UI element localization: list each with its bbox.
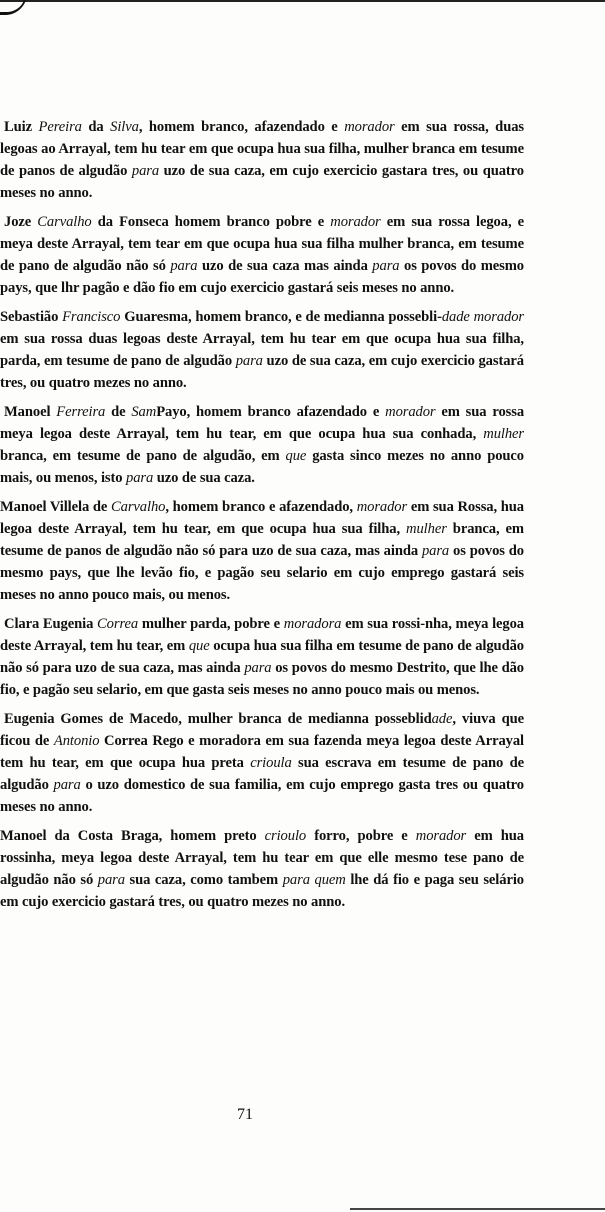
entry-text: , homem branco e afazendado,: [165, 499, 357, 515]
document-entry: [0, 116, 524, 204]
entry-text: lhe dá fio e paga seu selário em cujo exercicio gastará tres, ou quatro mezes no anno.: [0, 872, 524, 910]
entry-italic-text: mulher: [406, 521, 447, 537]
entry-text: Manoel Villela de: [0, 499, 112, 515]
entry-text: gasta sinco mezes no anno pouco mais, ou menos, isto: [0, 448, 524, 486]
entry-italic-text: ade: [431, 711, 453, 727]
document-entry: [0, 825, 524, 913]
entry-italic-text: morador: [344, 119, 395, 135]
document-entry: [0, 708, 524, 818]
entry-text: Clara Eugenia: [4, 616, 98, 632]
entry-text: branca, em tesume de panos de algudão não só para uzo de sua caza, mas ainda: [0, 521, 524, 559]
entry-text: Luiz: [4, 119, 39, 135]
entry-italic-text: para: [53, 777, 81, 793]
entry-italic-text: morador: [330, 214, 381, 230]
entry-italic-text: mulher: [483, 426, 524, 442]
entry-text: forro, pobre e: [306, 828, 416, 844]
entry-text: Payo, homem branco afazendado e: [156, 404, 386, 420]
entry-text: em sua rossa meya legoa deste Arrayal, tem hu tear, em que ocupa hua sua conhada,: [0, 404, 525, 442]
entry-italic-text: Ferreira: [56, 404, 106, 420]
entry-italic-text: moradora: [283, 616, 342, 632]
entry-italic-text: Correa: [97, 616, 139, 632]
entry-italic-text: para: [235, 353, 263, 369]
entry-italic-text: Sam: [131, 404, 157, 420]
entry-italic-text: para: [97, 872, 125, 888]
entry-text: Sebastião: [0, 309, 63, 325]
entry-italic-text: morador: [415, 828, 467, 844]
entry-text: Guaresma, homem branco, e de medianna possebli-: [120, 309, 442, 325]
entry-italic-text: para: [244, 660, 272, 676]
entry-italic-text: para: [372, 258, 400, 274]
entry-text: em sua Rossa, hua legoa deste Arrayal, tem hu tear, em que ocupa hua sua filha,: [0, 499, 524, 537]
entry-italic-text: Silva: [110, 119, 139, 135]
entry-text: branca, em tesume de pano de algudão, em: [0, 448, 286, 464]
entry-italic-text: Pereira: [38, 119, 82, 135]
document-entry: [0, 613, 524, 701]
entry-text: uzo de sua caza, em cujo exercicio gastara tres, ou quatro meses no anno.: [0, 163, 524, 201]
entry-text: sua escrava em tesume de pano de algudão: [0, 755, 524, 793]
document-entry: [0, 211, 524, 299]
entry-text: , viuva que ficou de: [0, 711, 524, 749]
entry-text: Joze: [4, 214, 38, 230]
entry-italic-text: morador: [473, 309, 524, 325]
entry-text: uzo de sua caza, em cujo exercicio gastará tres, ou quatro mezes no anno.: [0, 353, 524, 391]
page-number: 71: [237, 1106, 253, 1123]
entry-italic-text: Carvalho: [37, 214, 92, 230]
entry-italic-text: para: [126, 470, 154, 486]
entry-italic-text: Carvalho: [111, 499, 166, 515]
entry-text: da Fonseca homem branco pobre e: [91, 214, 331, 230]
entry-text: os povos do mesmo Destrito, que lhe dão fio, e pagão seu selario, em que gasta seis meses no anno pouco mais ou menos.: [0, 660, 524, 698]
top-edge-rule: [0, 0, 605, 4]
entry-text: em sua rossa, duas legoas ao Arrayal, tem hu tear em que ocupa hua sua filha, mulher branca em tesume de panos de algudão: [0, 119, 524, 179]
entry-text: em sua rossa duas legoas deste Arrayal, tem hu tear em que ocupa hua sua filha, parda, em tesume de pano de algudão: [0, 331, 524, 369]
entry-italic-text: dade: [441, 309, 470, 325]
entry-italic-text: para: [421, 543, 450, 559]
entry-text: em hua rossinha, meya legoa deste Arrayal, tem hu tear em que elle mesmo tese pano de algudão não só: [0, 828, 524, 888]
document-body: [0, 116, 524, 920]
entry-italic-text: quem: [314, 872, 346, 888]
entry-text: , homem branco, afazendado e: [138, 119, 345, 135]
entry-italic-text: crioulo: [264, 828, 307, 844]
entry-text: uzo de sua caza.: [153, 470, 255, 486]
entry-italic-text: morador: [356, 499, 408, 515]
entry-text: sua caza, como tambem: [124, 872, 283, 888]
entry-italic-text: crioula: [250, 755, 292, 771]
entry-text: os povos do mesmo pays, que lhe levão fio, e pagão seu selario em cujo emprego gastará seis meses no anno pouco mais, ou menos.: [0, 543, 524, 603]
entry-text: Manoel da Costa Braga, homem preto: [0, 828, 265, 844]
entry-text: uzo de sua caza mas ainda: [197, 258, 373, 274]
document-entry: [0, 306, 524, 394]
document-entry: [0, 401, 524, 489]
entry-italic-text: para: [131, 163, 160, 179]
entry-text: da: [81, 119, 111, 135]
entry-italic-text: que: [188, 638, 210, 654]
entry-text: o uzo domestico de sua familia, em cujo emprego gasta tres ou quatro meses no anno.: [0, 777, 524, 815]
entry-italic-text: Francisco: [62, 309, 121, 325]
entry-text: de: [105, 404, 132, 420]
entry-text: ocupa hua sua filha em tesume de pano de algudão não só para uzo de sua caza, mas ainda: [0, 638, 524, 676]
entry-italic-text: para: [170, 258, 198, 274]
entry-italic-text: que: [285, 448, 307, 464]
entry-text: Correa Rego e moradora em sua fazenda meya legoa deste Arrayal tem hu tear, em que ocupa hua preta: [0, 733, 524, 771]
entry-text: Manoel: [4, 404, 57, 420]
bottom-edge-rule: [350, 1208, 605, 1210]
entry-text: os povos do mesmo pays, que lhr pagão e dão fio em cujo exercicio gastará seis meses no anno.: [0, 258, 525, 296]
entry-text: em sua rossi-nha, meya legoa deste Arrayal, tem hu tear, em: [0, 616, 524, 654]
entry-text: Eugenia Gomes de Macedo, mulher branca de medianna posseblid: [4, 711, 432, 727]
entry-text: em sua rossa legoa, e meya deste Arrayal, tem tear em que ocupa hua sua filha mulher branca, em tesume de pano de algudão não só: [0, 214, 524, 274]
entry-text: mulher parda, pobre e: [138, 616, 284, 632]
document-entry: [0, 496, 524, 606]
entry-italic-text: morador: [385, 404, 436, 420]
top-corner-mark: [0, 0, 26, 15]
entry-italic-text: para: [282, 872, 310, 888]
entry-italic-text: Antonio: [53, 733, 100, 749]
